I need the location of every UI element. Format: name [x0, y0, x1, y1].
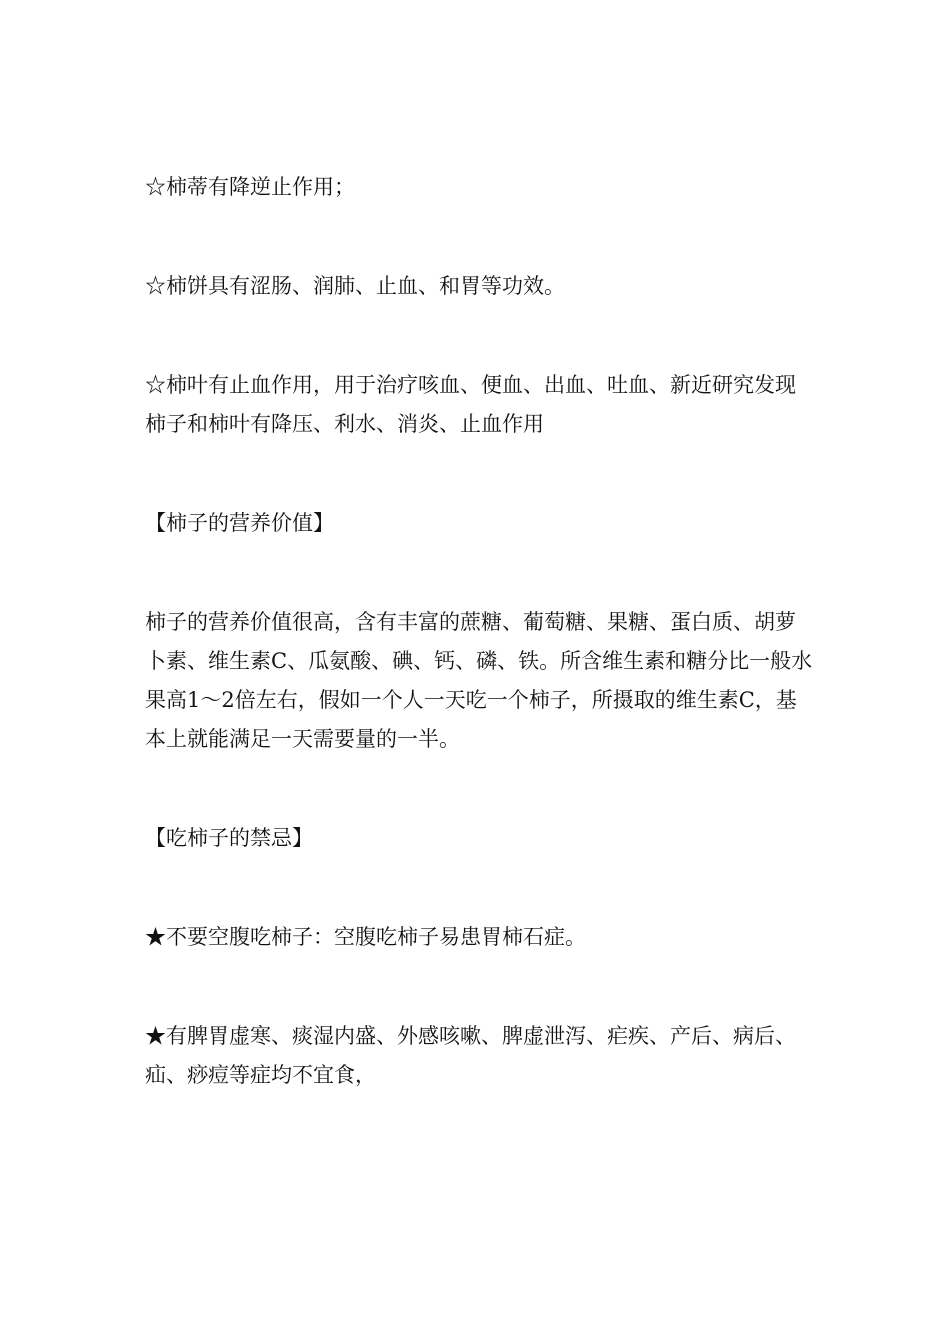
heading-taboos: 【吃柿子的禁忌】 [145, 826, 313, 850]
heading-nutrition-value: 【柿子的营养价值】 [145, 511, 334, 535]
paragraph-persimmon-calyx: ☆柿蒂有降逆止作用； [145, 175, 355, 199]
document-body [145, 168, 815, 1155]
paragraph-persimmon-leaf: ☆柿叶有止血作用，用于治疗咳血、便血、出血、吐血、新近研究发现柿子和柿叶有降压、利水、消炎、止血作用 [145, 373, 796, 436]
paragraph-taboo-empty-stomach: ★不要空腹吃柿子：空腹吃柿子易患胃柿石症。 [145, 925, 586, 949]
paragraph-taboo-conditions: ★有脾胃虚寒、痰湿内盛、外感咳嗽、脾虚泄泻、疟疾、产后、病后、疝、痧痘等症均不宜食， [145, 1024, 796, 1087]
paragraph-dried-persimmon: ☆柿饼具有涩肠、润肺、止血、和胃等功效。 [145, 274, 565, 298]
paragraph-nutrition-value: 柿子的营养价值很高，含有丰富的蔗糖、葡萄糖、果糖、蛋白质、胡萝卜素、维生素C、瓜氨酸、碘、钙、磷、铁。所含维生素和糖分比一般水果高1～2倍左右，假如一个人一天吃一个柿子，所摄取的维生素C，基本上就能满足一天需要量的一半。 [145, 610, 813, 751]
